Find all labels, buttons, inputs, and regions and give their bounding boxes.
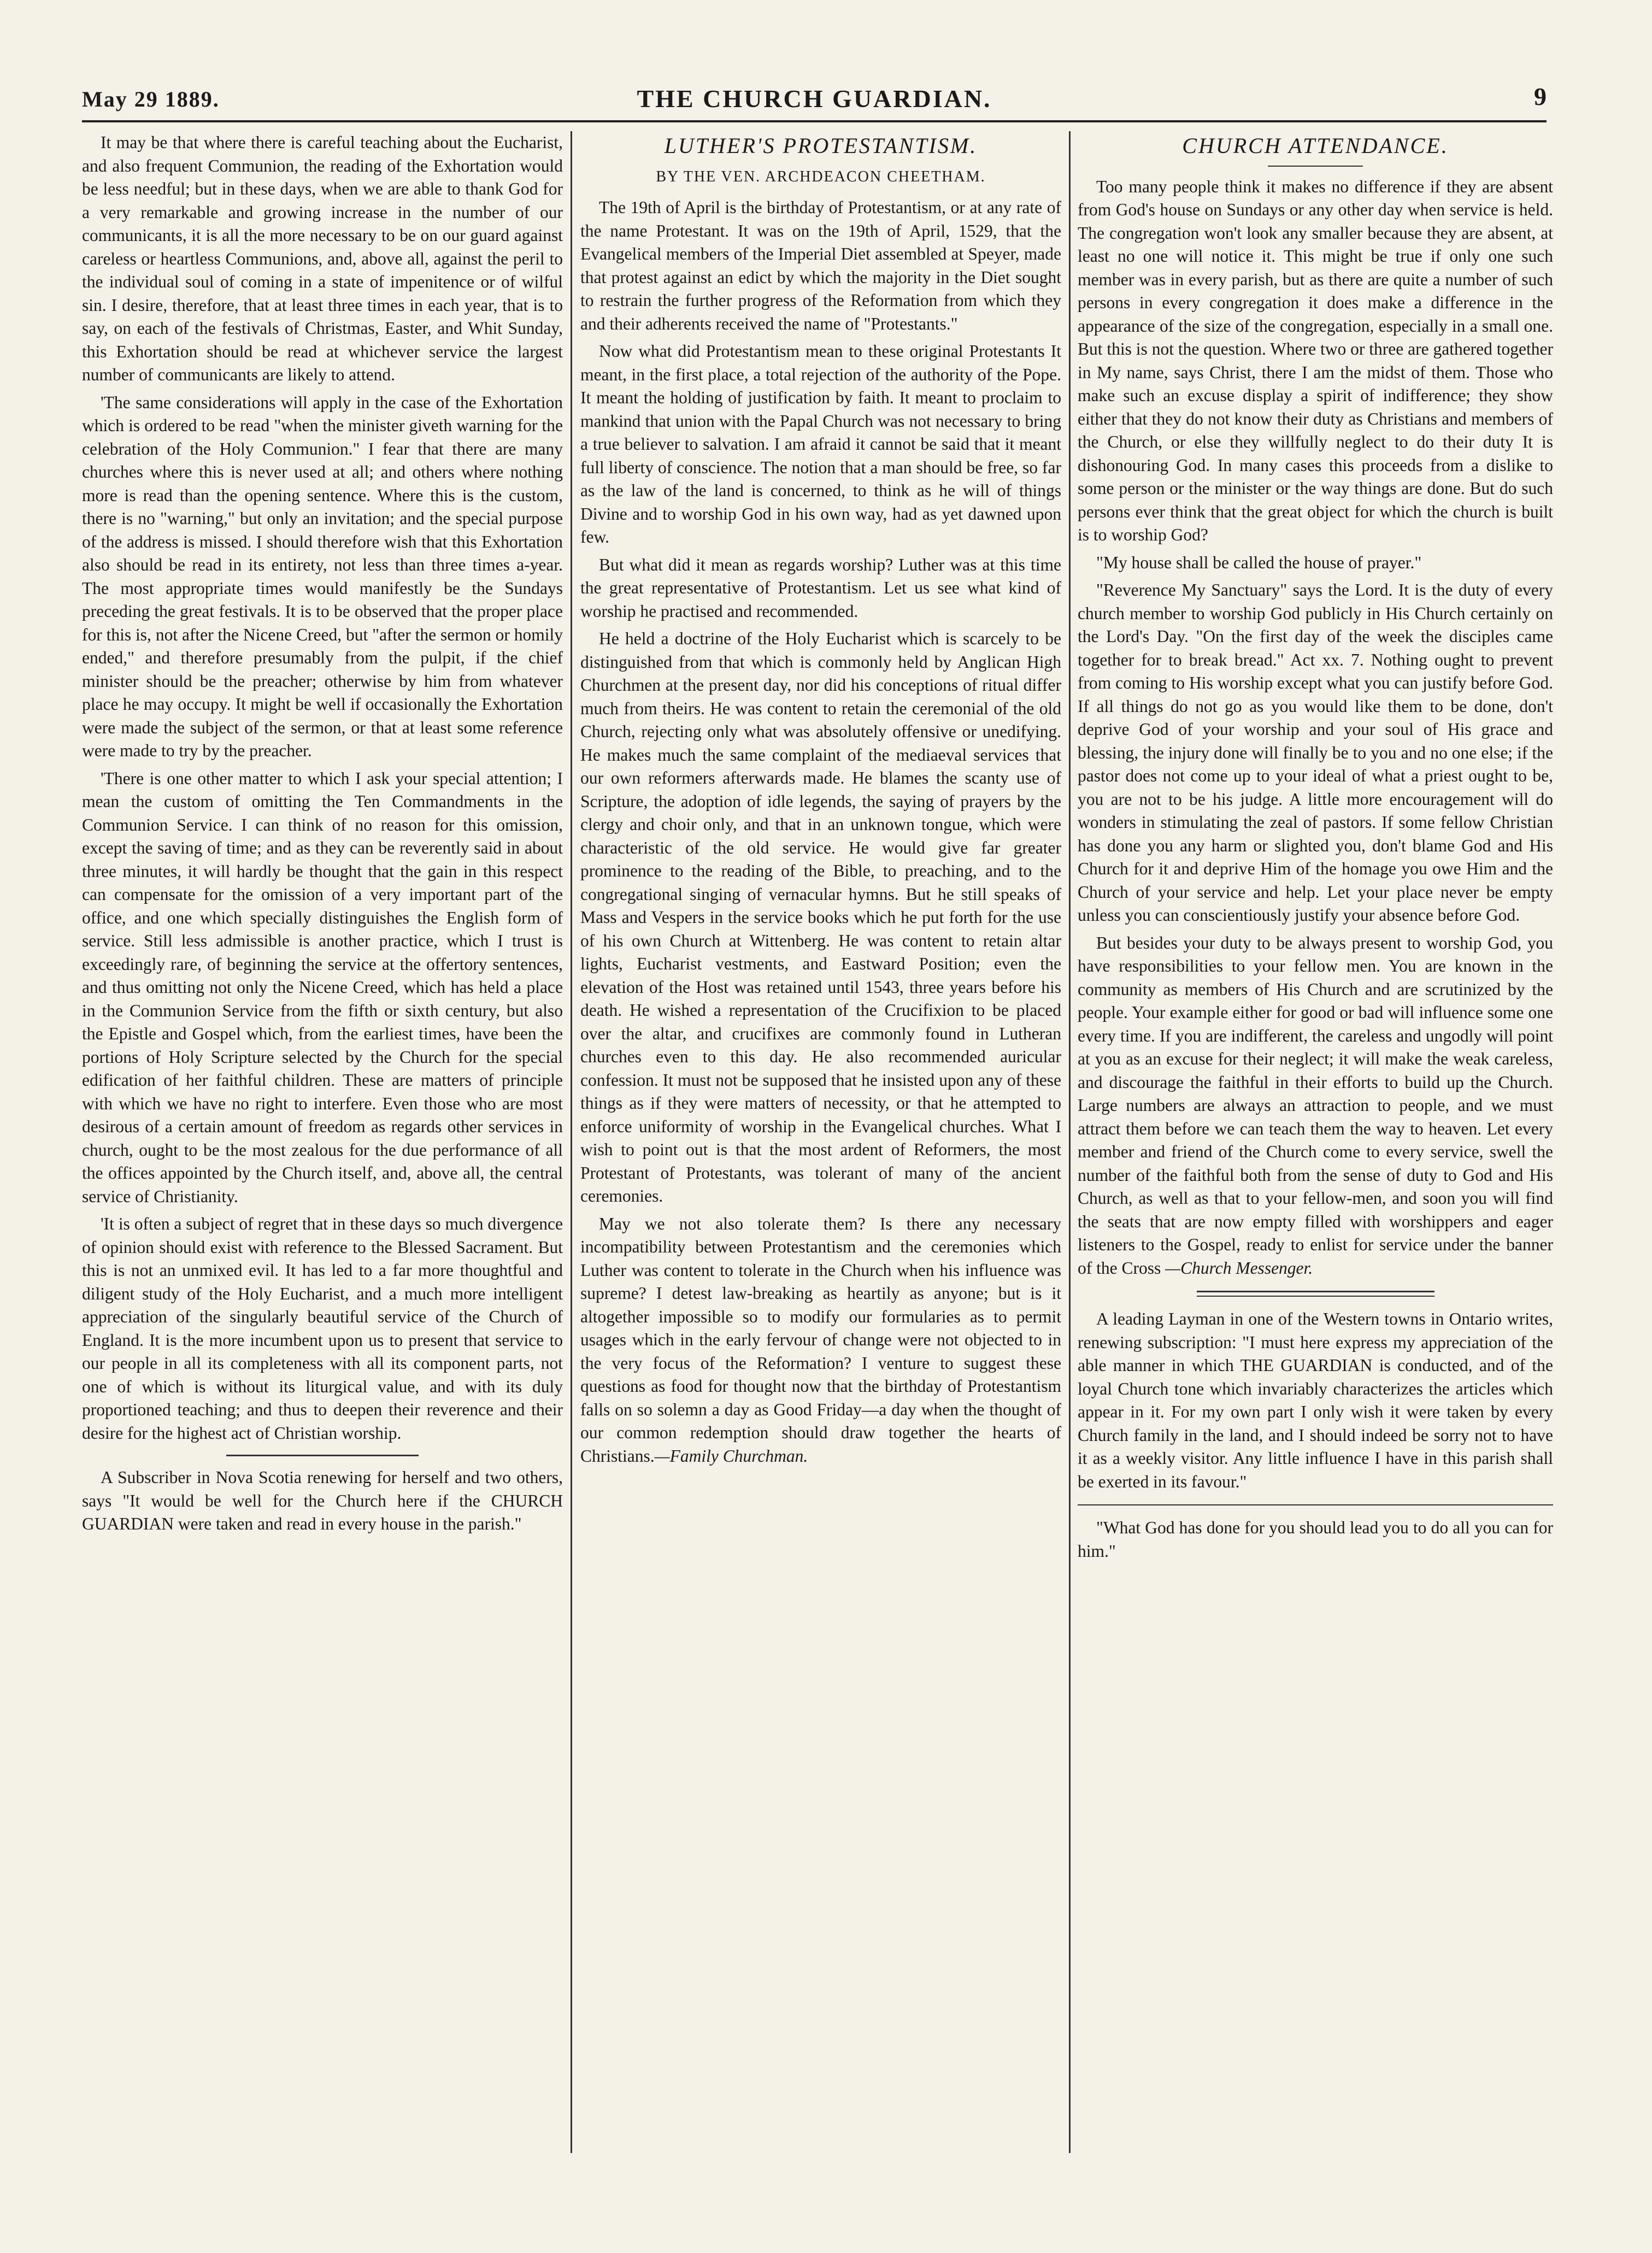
subscriber-note: A Subscriber in Nova Scotia renewing for herself and two others, says "It would be well for the Church here if the CHURCH GUARDIAN were taken and read in every house in the parish." [82, 1468, 563, 1533]
column-divider [571, 131, 572, 2153]
article-paragraph: He held a doctrine of the Holy Eucharist which is scarcely to be distinguished from that which is commonly held by Anglican High Churchmen at the present day, nor did his conceptions of ritual differ much from theirs. He was content to retain the ceremonial of the old Church, rejecting only what was absolutely offensive or unedifying. He makes much the same complaint of the mediaeval services that our own reformers afterwards made. He blames the scanty use of Scripture, the adoption of idle legends, the saying of prayers by the clergy and choir only, and that in an unknown tongue, which were characteristic of the old service. He would give far greater prominence to the reading of the Bible, to preaching, and to the congregational singing of vernacular hymns. But he still speaks of Mass and Vespers in the service books which he put forth for the use of his own Church at Wittenberg. He was content to retain altar lights, Eucharist vestments, and Eastward Position; even the elevation of the Host was retained until 1543, three years before his death. He wished a representation of the Crucifixion to be placed over the altar, and crucifixes are commonly found in Lutheran churches even to this day. He also recommended auricular confession. It must not be supposed that he insisted upon any of these things as if they were matters of necessity, or that he attempted to enforce uniformity of worship in the Evangelical churches. What I wish to point out is that the most ardent of Reformers, the most Protestant of Protestants, was tolerant of many of the ancient ceremonies. [580, 629, 1061, 1205]
article-byline: BY THE VEN. ARCHDEACON CHEETHAM. [656, 168, 986, 185]
headline-rule [1268, 166, 1363, 167]
article-paragraph: It may be that where there is careful teaching about the Eucharist, and also frequent Communion, the reading of the Exhortation would be less needful; but in these days, when we are able to thank God for a very remarkable and growing increase in the number of our communicants, it is all the more necessary to be on our guard against careless or heartless Communions, and, above all, against the peril to the individual soul of coming in a state of impenitence or of wilful sin. I desire, therefore, that at least three times in each year, that is to say, on each of the festivals of Christmas, Easter, and Whit Sunday, this Exhortation should be read at whichever service the largest number of communicants are likely to attend. [82, 133, 563, 384]
article-paragraph: But what did it mean as regards worship? Luther was at this time the great representative of Protestantism. Let us see what kind of worship he practised and recommended. [580, 555, 1061, 621]
article-source: —Family Churchman. [654, 1446, 808, 1466]
article-paragraph: The 19th of April is the birthday of Protestantism, or at any rate of the name Protestant. It was on the 19th of April, 1529, that the Evangelical members of the Imperial Diet assembled at Speyer, made that protest against an edict by which the majority in the Diet sought to restrain the further progress of the Reformation from which they and their adherents received the name of "Protestants." [580, 198, 1061, 333]
article-paragraph: Now what did Protestantism mean to these original Protestants It meant, in the first place, a total rejection of the authority of the Pope. It meant the holding of justification by faith. It meant to proclaim to mankind that union with the Papal Church was not necessary to bring a true believer to salvation. I am afraid it cannot be said that it meant full liberty of conscience. The notion that a man should be free, so far as the law of the land is concerned, to think as he will of things Divine and to worship God in his own way, had as yet dawned upon few. [580, 342, 1061, 546]
column-3 [1078, 131, 1553, 2153]
article-headline: LUTHER'S PROTESTANTISM. [664, 133, 978, 158]
article-paragraph: "Reverence My Sanctuary" says the Lord. It is the duty of every church member to worship God publicly in His Church certainly on the Lord's Day. "On the first day of the week the disciples came together for to break bread." Act xx. 7. Nothing ought to prevent from coming to His worship except what you can justify before God. If all things do not go as you would like them to be done, don't deprive God of your worship and your soul of His grace and blessing, the injury done will finally be to you and no one else; if the pastor does not come up to your ideal of what a priest ought to be, you are not to be his judge. A little more encouragement will do wonders in stimulating the zeal of pastors. If some fellow Christian has done you any harm or slighted you, don't blame God and His Church for it and deprive Him of the homage you owe Him and the Church of your service and help. Let your place never be empty unless you can conscientiously justify your absence before God. [1078, 580, 1553, 925]
article-paragraph [580, 1213, 1061, 1468]
article-source: —Church Messenger. [1165, 1258, 1313, 1278]
page-header [82, 82, 1547, 122]
column-2 [580, 131, 1061, 2153]
article-paragraph [1078, 932, 1553, 1280]
article-paragraph: 'The same considerations will apply in the case of the Exhortation which is ordered to be read "when the minister giveth warning for the celebration of the Holy Communion." I fear that there are many churches where this is never used at all; and others where nothing more is read than the opening sentence. Where this is the custom, there is no "warning," but only an invitation; and the special purpose of the address is missed. I should therefore wish that this Exhortation also should be read in its entirety, not less than three times a-year. The most appropriate times would manifestly be the Sundays preceding the great festivals. It is to be observed that the proper place for this is, not after the Nicene Creed, but "after the sermon or homily ended," and therefore presumably from the pulpit, if the chief minister should be the preacher; otherwise by him from whatever place he may occupy. It might be well if occasionally the Exhortation were made the subject of the sermon, or that at least some reference were made to try by the preacher. [82, 392, 563, 760]
column-1 [82, 131, 563, 2153]
page-number: 9 [1534, 83, 1547, 110]
article-paragraph: 'It is often a subject of regret that in these days so much divergence of opinion should exist with reference to the Blessed Sacrament. But this is not an unmixed evil. It has led to a far more thoughtful and diligent study of the Holy Eucharist, and a much more intelligent appreciation of the singularly beautiful service of the Church of England. It is the more incumbent upon us to present that service to our people in all its completeness with all its component parts, not one of which is without its liturgical value, and with its duly proportioned teaching; and thus to deepen their reverence and their desire for the highest act of Christian worship. [82, 1214, 563, 1443]
issue-date: May 29 1889. [82, 87, 220, 111]
paragraph-text: May we not also tolerate them? Is there any necessary incompatibility between Protestantism and the ceremonies which Luther was content to tolerate in the Church when his influence was supreme? I detest law-breaking as heartily as anyone; but is it altogether impossible so to modify our formularies as to permit usages which in the early fervour of change were not objected to in the very focus of the Reformation? I venture to suggest these questions as food for thought now that the birthday of Protestantism falls on so solemn a day as Good Friday—a day when the thought of our common redemption should draw together the hearts of Christians. [580, 1214, 1061, 1466]
section-separator [226, 1455, 419, 1456]
article-headline: CHURCH ATTENDANCE. [1182, 133, 1449, 158]
section-separator [1197, 1291, 1435, 1297]
layman-letter: A leading Layman in one of the Western towns in Ontario writes, renewing subscription: "I must here express my appreciation of the able manner in which THE GUARDIAN is conducted, and of the loyal Church tone which invariably characterizes the articles which appear in it. For my own part I only wish it were taken by every Church family in the land, and I should indeed be sorry not to have it as a weekly visitor. Any little influence I have in this parish shall be exerted in its favour." [1078, 1309, 1553, 1491]
paragraph-text: But besides your duty to be always present to worship God, you have responsibilities to your fellow men. You are known in the community as members of His Church and are scrutinized by the people. Your example either for good or bad will influence some one every time. If you are indifferent, the careless and ungodly will point at you as an excuse for their neglect; it will make the weak careless, and discourage the faithful in their efforts to build up the Church. Large numbers are always an attraction to people, and we must attract them before we can teach them the way to heaven. Let every member and friend of the Church come to every service, swell the number of the faithful both from the sense of duty to God and His Church, as well as that to your fellow-men, and soon you will find the seats that are now empty filled with worshippers and eager listeners to the Gospel, ready to enlist for service under the banner of the Cross [1078, 933, 1553, 1278]
newspaper-title: THE CHURCH GUARDIAN. [637, 85, 992, 113]
section-separator [1078, 1504, 1553, 1505]
closing-quote: "What God has done for you should lead you to do all you can for him." [1078, 1518, 1553, 1561]
column-divider [1069, 131, 1071, 2153]
article-paragraph: "My house shall be called the house of prayer." [1096, 552, 1422, 572]
article-paragraph: 'There is one other matter to which I ask your special attention; I mean the custom of omitting the Ten Commandments in the Communion Service. I can think of no reason for this omission, except the saving of time; and as they can be reverently said in about three minutes, it will hardly be thought that the gain in this respect can compensate for the omission of a very important part of the office, and one which specially distinguishes the English form of service. Still less admissible is another practice, which I trust is exceedingly rare, of beginning the service at the offertory sentences, and thus omitting not only the Nicene Creed, which has held a place in the Communion Service from the fifth or sixth century, but also the Epistle and Gospel which, from the earliest times, have been the portions of Holy Scripture selected by the Church for the special edification of her faithful children. These are matters of principle with which we have no right to interfere. Even those who are most desirous of a certain amount of freedom as regards other services in church, ought to be the most zealous for the due performance of all the offices appointed by the Church itself, and, above all, the central service of Christianity. [82, 768, 563, 1206]
article-paragraph: Too many people think it makes no difference if they are absent from God's house on Sundays or any other day when service is held. The congregation won't look any smaller because they are absent, at least no one will notice it. This might be true if only one such member was in every parish, but as there are quite a number of such persons in every congregation it does make a difference in the appearance of the size of the congregation, especially in a small one. But this is not the question. Where two or three are gathered together in My name, says Christ, there I am the midst of them. Those who make such an excuse display a spirit of indifference; they show either that they do not know their duty as Christians and members of the Church, or else they willfully neglect to do their duty It is dishonouring God. In many cases this proceeds from a dislike to some person or the minister or the way things are done. But do such persons ever think that the great object for which the church is built is to worship God? [1078, 177, 1553, 544]
